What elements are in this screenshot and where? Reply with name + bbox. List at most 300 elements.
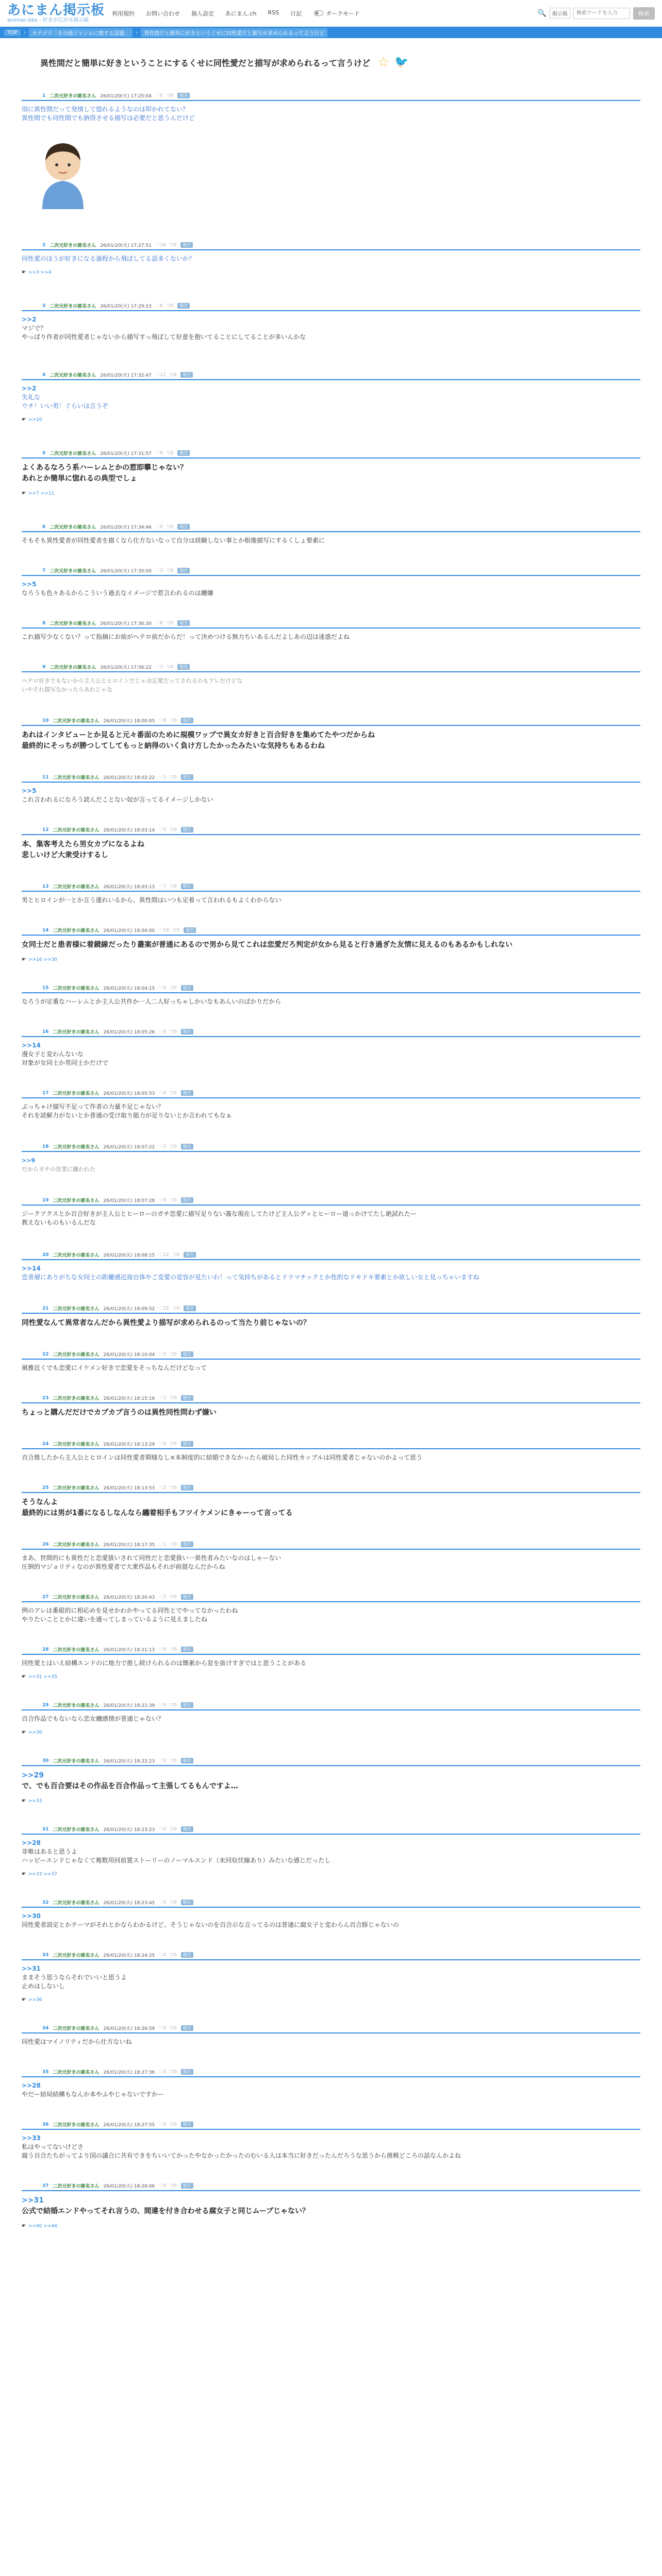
good-button[interactable] [156, 524, 163, 530]
good-button[interactable] [159, 1352, 166, 1357]
report-button[interactable]: 報告 [181, 1758, 193, 1764]
good-button[interactable] [159, 1758, 166, 1764]
thumbs-down-icon: ▽ [167, 664, 171, 670]
bad-count: 0 [174, 2025, 177, 2031]
report-button[interactable]: 報告 [177, 568, 190, 573]
search-button[interactable]: 検索 [633, 7, 655, 20]
post-text-line: まあ、世間的にも異性だと恋愛扱いされて同性だと恋愛扱い一異性者みたいなのはしゃーない [22, 1554, 282, 1562]
report-button[interactable]: 報告 [181, 2183, 193, 2189]
good-button[interactable] [159, 1144, 166, 1149]
anchor-link[interactable]: >>31 [22, 1965, 41, 1972]
anchor-link[interactable]: >>2 [22, 385, 37, 392]
post-meta [22, 662, 640, 672]
post-number[interactable]: 30 [42, 1758, 49, 1764]
nav-contact[interactable]: お問い合わせ [146, 10, 180, 17]
bad-count: 0 [174, 1900, 177, 1905]
search-scope-select[interactable]: 掲示板 [550, 8, 570, 19]
report-button[interactable]: 報告 [177, 524, 190, 530]
bad-count: 0 [174, 1351, 177, 1357]
reply-links[interactable] [22, 417, 640, 422]
post-body [22, 101, 640, 123]
post-text-line: 女同士だと患者様に着鏡線だったり叢案が普通にあるので男から見てこれは恋愛だろ判定が女から見ると行き過ぎた友情に見えるのもあるかもしれない [22, 941, 512, 949]
post-image[interactable] [22, 127, 104, 209]
post-date: 26/01/20(火) 18:05:53 [103, 1091, 155, 1096]
reply-anchors[interactable]: >>40 >>44 [28, 2223, 57, 2229]
post-item [22, 2181, 640, 2229]
nav-terms[interactable]: 利用規約 [112, 10, 135, 17]
bad-button[interactable] [167, 621, 174, 626]
post-date: 26/01/20(火) 18:27:55 [103, 2123, 155, 2128]
main-nav [112, 9, 302, 18]
good-button[interactable] [156, 568, 163, 573]
good-button[interactable] [159, 1647, 166, 1652]
reply-links[interactable] [22, 1798, 640, 1804]
post-text-line: 百合作品でもないなら恋女纏感情が普通じゃない？ [22, 1715, 164, 1722]
good-button[interactable] [159, 1595, 166, 1600]
good-count: 3 [160, 664, 163, 670]
reply-links[interactable] [22, 269, 640, 275]
bad-button[interactable] [173, 1252, 180, 1258]
bad-button[interactable] [170, 2122, 177, 2127]
post-number[interactable]: 3 [42, 303, 46, 309]
report-button[interactable]: 報告 [181, 1351, 193, 1357]
good-button[interactable] [159, 1442, 166, 1447]
good-count: 0 [163, 1351, 167, 1357]
report-button[interactable]: 報告 [180, 242, 193, 248]
post-text-line: 風雅近くでも恋愛にイケメン好きで恋愛をそっちなんだけどなって [22, 1364, 207, 1371]
post-body [22, 1908, 640, 1929]
nav-rss[interactable]: RSS [268, 9, 279, 16]
post-body [22, 1655, 640, 1668]
thumbs-up-icon: ♡ [156, 524, 160, 530]
report-button[interactable]: 報告 [184, 1306, 196, 1311]
thumbs-up-icon: ♡ [159, 774, 163, 780]
good-count: 1 [163, 774, 167, 780]
thumbs-down-icon: ▽ [170, 718, 174, 723]
reply-links[interactable] [22, 1674, 640, 1680]
post-author: 二次元好きの匿名さん [53, 775, 100, 781]
bad-button[interactable] [170, 775, 177, 780]
thumbs-down-icon: ▽ [170, 1144, 174, 1149]
bad-count: 0 [173, 372, 177, 378]
bad-button[interactable] [170, 243, 177, 248]
bad-button[interactable] [173, 928, 180, 933]
bad-button[interactable] [170, 884, 177, 889]
thumbs-up-icon: ♡ [159, 1952, 163, 1958]
bad-button[interactable] [170, 1144, 177, 1149]
reply-anchors[interactable]: >>31 >>35 [28, 1674, 57, 1680]
post-text-line: ままそう思うならそれでいいと思うよ [22, 1974, 127, 1981]
report-button[interactable]: 報告 [181, 2025, 193, 2031]
good-button[interactable] [159, 718, 166, 723]
post-body [22, 1152, 640, 1174]
anchor-link[interactable]: >>30 [22, 1912, 41, 1920]
thumbs-up-icon: ♡ [156, 93, 160, 98]
report-button[interactable]: 報告 [181, 1541, 193, 1547]
reply-anchors[interactable]: >>30 [28, 1730, 42, 1735]
good-button[interactable] [156, 93, 163, 98]
good-count: 1 [163, 1541, 167, 1547]
thumbs-down-icon: ▽ [167, 524, 171, 530]
bad-button[interactable] [170, 1703, 177, 1708]
report-button[interactable]: 報告 [181, 1702, 193, 1708]
post-meta [22, 983, 640, 993]
thumbs-down-icon: ▽ [170, 1758, 174, 1764]
post-number[interactable]: 1 [42, 93, 46, 98]
report-button[interactable]: 報告 [177, 303, 190, 309]
post-date: 26/01/20(火) 18:00:05 [103, 719, 155, 724]
report-button[interactable]: 報告 [181, 718, 193, 723]
bad-button[interactable] [170, 1352, 177, 1357]
bad-button[interactable] [170, 2070, 177, 2075]
report-button[interactable]: 報告 [180, 372, 193, 378]
report-button[interactable]: 報告 [181, 774, 193, 780]
reply-anchors[interactable]: >>7 >>11 [28, 490, 55, 496]
search-icon: 🔍 [537, 9, 547, 18]
toggle-switch-icon[interactable] [314, 10, 323, 16]
post-number[interactable]: 16 [42, 1029, 49, 1035]
good-button[interactable] [159, 1252, 169, 1258]
good-count: 5 [163, 827, 167, 833]
post-number[interactable]: 12 [42, 827, 49, 833]
report-button[interactable]: 報告 [181, 1900, 193, 1905]
good-button[interactable] [159, 1827, 166, 1832]
anchor-link[interactable]: >>9 [22, 1157, 36, 1164]
post-body [22, 1098, 640, 1120]
good-button[interactable] [156, 303, 163, 309]
anchor-link[interactable]: >>29 [22, 1771, 44, 1780]
good-button[interactable] [159, 2122, 166, 2127]
post-body [22, 835, 640, 861]
post-number[interactable]: 23 [42, 1395, 49, 1401]
reply-icon: ☛ [22, 1674, 26, 1680]
good-button[interactable] [159, 884, 166, 889]
report-button[interactable]: 報告 [181, 1197, 193, 1203]
post-number[interactable]: 25 [42, 1485, 49, 1490]
bad-button[interactable] [170, 1953, 177, 1958]
post-number[interactable]: 26 [42, 1541, 49, 1547]
good-count: 6 [163, 1029, 167, 1035]
post-text-line: これ言われるになろう読んだことない奴が言ってるイメージしかない [22, 796, 213, 803]
post-date: 26/01/20(火) 18:13:29 [103, 1442, 155, 1447]
bad-count: 0 [170, 664, 174, 670]
post-author: 二次元好きの匿名さん [53, 1595, 100, 1600]
bad-button[interactable] [170, 827, 177, 833]
report-button[interactable]: 報告 [181, 884, 193, 889]
reply-icon: ☛ [22, 1997, 26, 2003]
post-number[interactable]: 18 [42, 1144, 49, 1149]
post-number[interactable]: 14 [42, 927, 49, 933]
anchor-link[interactable]: >>14 [22, 1265, 41, 1272]
anchor-link[interactable]: >>31 [22, 2196, 44, 2205]
good-button[interactable] [159, 775, 166, 780]
bad-button[interactable] [170, 1029, 177, 1035]
post-number[interactable]: 13 [42, 884, 49, 889]
breadcrumb-thread[interactable]: 異性間だと簡単に好きというくせに同性愛だと描写が求められるって言うけど [141, 28, 327, 37]
bad-button[interactable] [167, 665, 174, 670]
post-number[interactable]: 5 [42, 450, 46, 456]
good-button[interactable] [159, 1900, 166, 1905]
good-count: 0 [163, 2025, 167, 2031]
thumbs-up-icon: ♡ [159, 1197, 163, 1203]
reply-anchors[interactable]: >>33 >>37 [28, 1871, 57, 1877]
good-button[interactable] [156, 621, 163, 626]
post-meta [22, 1824, 640, 1835]
anchor-link[interactable]: >>14 [22, 1042, 41, 1049]
good-button[interactable] [159, 1306, 169, 1311]
dark-mode-toggle[interactable] [314, 9, 360, 18]
bad-button[interactable] [167, 303, 174, 309]
bad-count: 0 [174, 1197, 177, 1203]
good-button[interactable] [159, 827, 166, 833]
report-button[interactable]: 報告 [184, 927, 196, 933]
post-number[interactable]: 32 [42, 1900, 49, 1905]
good-count: 8 [160, 303, 163, 309]
report-button[interactable]: 報告 [181, 1826, 193, 1832]
post-author: 二次元好きの匿名さん [53, 1703, 100, 1708]
post-date: 26/01/20(火) 17:34:46 [100, 525, 152, 530]
post-number[interactable]: 17 [42, 1090, 49, 1096]
bad-count: 0 [170, 450, 174, 456]
good-count: 0 [163, 1441, 167, 1447]
good-count: 12 [160, 372, 166, 378]
bad-button[interactable] [167, 93, 174, 98]
bad-button[interactable] [170, 1758, 177, 1764]
bad-button[interactable] [170, 1595, 177, 1600]
post-number[interactable]: 28 [42, 1647, 49, 1652]
post-number[interactable]: 19 [42, 1197, 49, 1203]
good-button[interactable] [159, 1091, 166, 1096]
reply-anchors[interactable]: >>3 >>4 [28, 269, 52, 275]
good-count: 18 [163, 927, 169, 933]
post-item [22, 448, 640, 496]
post-author: 二次元好きの匿名さん [53, 1352, 100, 1358]
report-button[interactable]: 報告 [177, 664, 190, 670]
reply-links[interactable] [22, 1997, 640, 2003]
good-button[interactable] [159, 928, 169, 933]
anchor-link[interactable]: >>2 [22, 316, 37, 323]
logo-text[interactable]: あにまん掲示板 [7, 3, 105, 18]
post-number[interactable]: 31 [42, 1826, 49, 1832]
thumbs-up-icon: ♡ [159, 827, 163, 833]
post-number[interactable]: 4 [42, 372, 46, 378]
post-meta [22, 91, 640, 101]
nav-diary[interactable]: 日記 [290, 10, 302, 17]
post-text-line: それを読解力がないとか普通の受け取り能力が足りないとか言われてもなぁ [22, 1112, 233, 1119]
report-button[interactable]: 報告 [177, 620, 190, 626]
bad-button[interactable] [173, 1306, 180, 1311]
bad-button[interactable] [170, 1091, 177, 1096]
reply-anchors[interactable]: >>10 [28, 417, 42, 422]
post-number[interactable]: 15 [42, 985, 49, 991]
report-button[interactable]: 報告 [181, 1395, 193, 1401]
post-item [22, 566, 640, 598]
post-meta [22, 1950, 640, 1960]
breadcrumb-category[interactable]: カテゴリ「その他ジャンルに関する話題」 [29, 28, 133, 37]
bad-button[interactable] [170, 1485, 177, 1490]
thumbs-up-icon: ♡ [159, 2183, 163, 2189]
good-count: 9 [160, 450, 163, 456]
report-button[interactable]: 報告 [181, 1029, 193, 1035]
post-number[interactable]: 36 [42, 2122, 49, 2127]
bad-button[interactable] [170, 1647, 177, 1652]
bad-button[interactable] [170, 1396, 177, 1401]
twitter-icon[interactable]: 🐦 [394, 56, 409, 69]
good-button[interactable] [159, 2070, 166, 2075]
anchor-link[interactable]: >>5 [22, 581, 37, 588]
bad-button[interactable] [170, 1542, 177, 1547]
good-button[interactable] [159, 2183, 166, 2189]
good-button[interactable] [159, 986, 166, 991]
bad-button[interactable] [170, 1827, 177, 1832]
bad-button[interactable] [170, 1198, 177, 1203]
post-meta [22, 1195, 640, 1206]
report-button[interactable]: 報告 [181, 1144, 193, 1149]
reply-links[interactable] [22, 957, 640, 962]
reply-anchors[interactable]: >>16 >>30 [28, 957, 57, 962]
good-count: 1 [163, 1395, 167, 1401]
post-author: 二次元好きの匿名さん [53, 1145, 100, 1150]
post-number[interactable]: 11 [42, 774, 49, 780]
post-list [0, 91, 662, 2229]
post-number[interactable]: 37 [42, 2183, 49, 2189]
post-number[interactable]: 27 [42, 1594, 49, 1600]
report-button[interactable]: 報告 [181, 1441, 193, 1447]
anchor-link[interactable]: >>5 [22, 787, 37, 794]
anchor-link[interactable]: >>28 [22, 2082, 41, 2089]
reply-icon: ☛ [22, 1798, 26, 1804]
good-button[interactable] [159, 1953, 166, 1958]
report-button[interactable]: 報告 [177, 450, 190, 456]
post-number[interactable]: 22 [42, 1351, 49, 1357]
post-body [22, 1835, 640, 1865]
thumbs-down-icon: ▽ [170, 1441, 174, 1447]
bad-button[interactable] [167, 451, 174, 456]
good-count: 8 [163, 718, 167, 723]
report-button[interactable]: 報告 [181, 1594, 193, 1600]
post-date: 26/01/20(火) 18:03:13 [103, 885, 155, 890]
report-button[interactable]: 報告 [181, 985, 193, 991]
bad-button[interactable] [170, 1900, 177, 1905]
bad-count: 0 [176, 1306, 180, 1311]
good-button[interactable] [156, 372, 166, 378]
post-author: 二次元好きの匿名さん [49, 665, 96, 670]
bad-button[interactable] [167, 524, 174, 530]
post-meta [22, 448, 640, 459]
post-text-line: 同性愛とはいえ結構エンドのに地力で推し続けられるのは簡素から窓を抜けすぎではと思うことがある [22, 1659, 307, 1667]
anchor-link[interactable]: >>33 [22, 2134, 41, 2142]
reply-links[interactable] [22, 1871, 640, 1877]
reply-anchors[interactable]: >>36 [28, 1997, 42, 2003]
report-button[interactable]: 報告 [181, 1647, 193, 1652]
bad-button[interactable] [170, 2183, 177, 2189]
report-button[interactable]: 報告 [181, 1090, 193, 1096]
thumbs-up-icon: ♡ [156, 568, 160, 573]
post-number[interactable]: 8 [42, 620, 46, 626]
post-body [22, 532, 640, 545]
report-button[interactable]: 報告 [184, 1252, 196, 1258]
post-number[interactable]: 10 [42, 718, 49, 723]
report-button[interactable]: 報告 [181, 2122, 193, 2127]
search-input[interactable] [573, 8, 630, 19]
bad-button[interactable] [170, 1442, 177, 1447]
good-button[interactable] [156, 243, 166, 248]
thumbs-up-icon: ♡ [159, 2025, 163, 2031]
post-author: 二次元好きの匿名さん [53, 1253, 100, 1258]
report-button[interactable]: 報告 [177, 93, 190, 98]
bad-button[interactable] [167, 568, 174, 573]
good-button[interactable] [159, 1198, 166, 1203]
post-number[interactable]: 33 [42, 1952, 49, 1958]
good-count: 0 [163, 2122, 167, 2127]
good-button[interactable] [156, 451, 163, 456]
good-button[interactable] [159, 1029, 166, 1035]
post-number[interactable]: 20 [42, 1252, 49, 1258]
good-count: 0 [163, 1826, 167, 1832]
post-text-line: そうなんよ [22, 1498, 58, 1506]
bad-button[interactable] [170, 372, 177, 378]
good-button[interactable] [159, 1396, 166, 1401]
reply-links[interactable] [22, 2223, 640, 2229]
good-button[interactable] [159, 1542, 166, 1547]
post-text-line: やりたいこととかに違いを通ってしまっているように見えましたね [22, 1616, 208, 1623]
good-button[interactable] [156, 665, 163, 670]
reply-links[interactable] [22, 490, 640, 496]
post-number[interactable]: 2 [42, 242, 46, 248]
good-button[interactable] [159, 2026, 166, 2031]
post-item [22, 1027, 640, 1067]
bad-button[interactable] [170, 986, 177, 991]
site-logo[interactable] [7, 3, 105, 23]
post-number[interactable]: 35 [42, 2069, 49, 2075]
bad-count: 0 [176, 1252, 180, 1258]
post-number[interactable]: 9 [42, 664, 46, 670]
post-number[interactable]: 21 [42, 1306, 49, 1311]
post-number[interactable]: 29 [42, 1702, 49, 1708]
bad-button[interactable] [170, 718, 177, 723]
breadcrumb-top[interactable]: TOP [4, 29, 21, 36]
post-date: 26/01/20(火) 18:10:04 [103, 1352, 155, 1358]
bad-button[interactable] [170, 2026, 177, 2031]
post-number[interactable]: 34 [42, 2025, 49, 2031]
nav-settings[interactable]: 個人設定 [191, 10, 214, 17]
thumbs-up-icon: ♡ [159, 1144, 163, 1149]
post-body [22, 1493, 640, 1519]
post-text-line: ハッピーエンドじゃなくて複数用回前置ストーリーのノーマルエンド（未回収伏線あり）みたいな感じだったし [22, 1857, 331, 1864]
bad-count: 0 [174, 1952, 177, 1958]
post-author: 二次元好きの匿名さん [53, 2184, 100, 2189]
anchor-link[interactable]: >>28 [22, 1839, 41, 1846]
report-button[interactable]: 報告 [181, 827, 193, 833]
report-button[interactable]: 報告 [181, 2069, 193, 2075]
good-button[interactable] [159, 1485, 166, 1490]
bad-count: 0 [174, 774, 177, 780]
report-button[interactable]: 報告 [181, 1485, 193, 1490]
good-count: 0 [163, 1702, 167, 1708]
reply-anchors[interactable]: >>33 [28, 1798, 42, 1804]
thumbs-up-icon: ♡ [159, 985, 163, 991]
star-icon[interactable]: ☆ [377, 55, 390, 70]
reply-links[interactable] [22, 1730, 640, 1735]
post-author: 二次元好きの匿名さん [53, 928, 100, 934]
post-number[interactable]: 7 [42, 568, 46, 573]
post-number[interactable]: 6 [42, 524, 46, 530]
thumbs-up-icon: ♡ [156, 664, 160, 670]
post-number[interactable]: 24 [42, 1441, 49, 1447]
nav-animanch[interactable]: あにまん.ch [225, 10, 257, 17]
report-button[interactable]: 報告 [181, 1952, 193, 1958]
good-button[interactable] [159, 1703, 166, 1708]
